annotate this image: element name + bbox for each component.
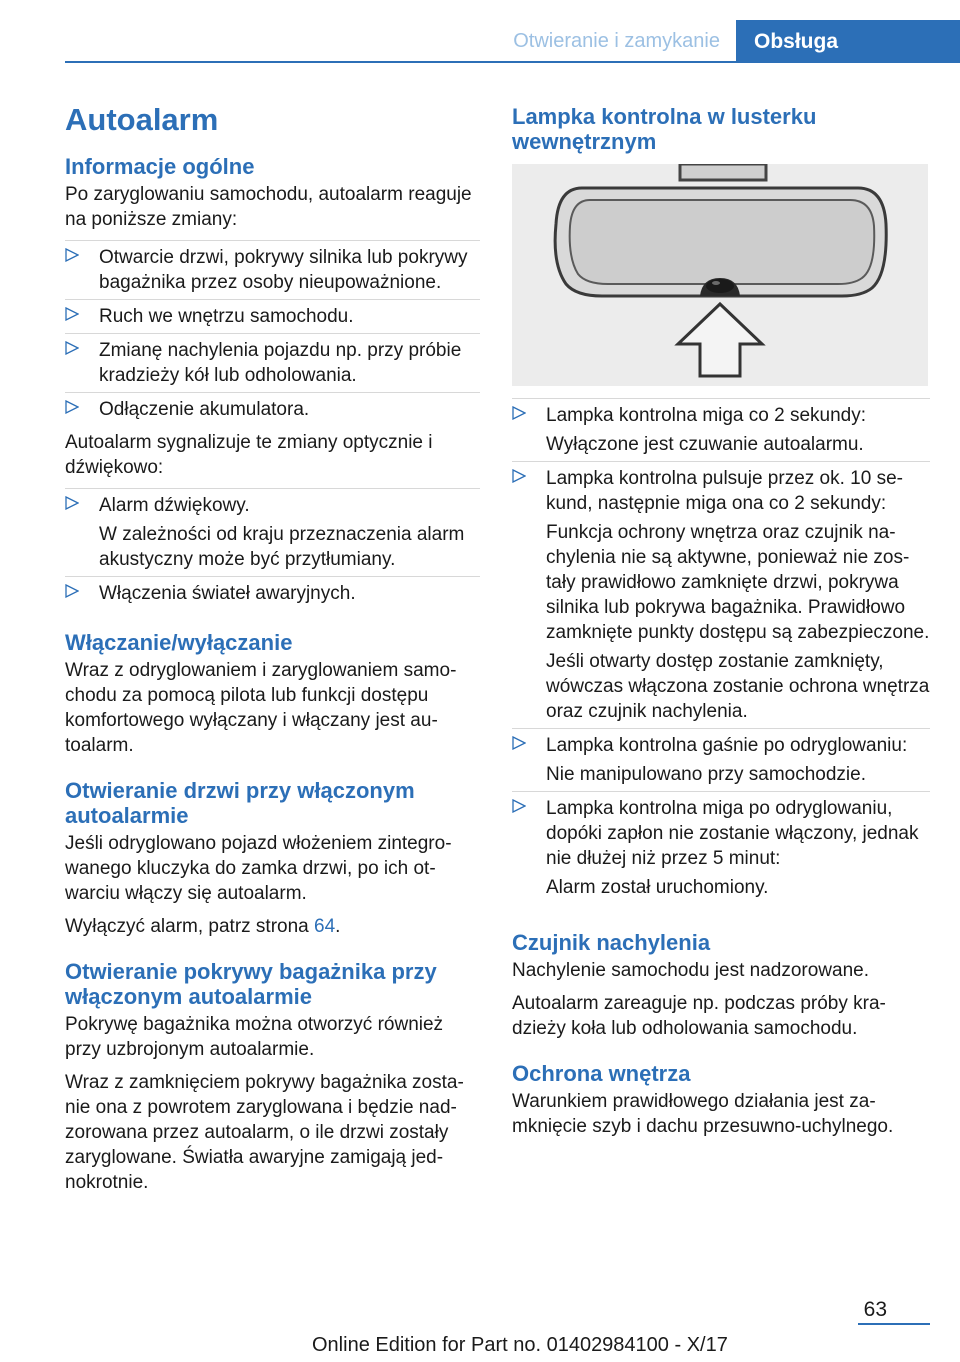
paragraph-disable-alarm: Wyłączyć alarm, patrz strona 64. [65, 916, 341, 937]
triangle-bullet-icon [65, 341, 79, 355]
paragraph-trunk-armed: Pokrywę bagażnika można otworzyć również przy uzbrojonym autoalarmie. [65, 1014, 444, 1060]
chapter-tab: Obsługa [736, 20, 960, 62]
triangle-bullet-icon [65, 496, 79, 510]
footer-divider [858, 1323, 930, 1325]
list-item: Lampka kontrolna miga co 2 sekundy: Wyłączone jest czuwanie autoalarmu. [512, 398, 930, 461]
rearview-mirror-image [512, 164, 928, 386]
paragraph-trunk-closing: Wraz z zamknięciem pokrywy bagażnika zostanie ona z powrotem zaryglowana i będzie nadzorowana przez autoalarm, o ile drzwi zostały zaryglowane. Światła awaryjne zamigają jednokrotnie. [65, 1072, 464, 1193]
heading-general-info: Informacje ogólne [65, 154, 255, 179]
page-number: 63 [863, 1298, 887, 1321]
edition-note: Online Edition for Part no. 01402984100 - X/17 [312, 1334, 728, 1356]
list-item: Odłączenie akumulatora. [65, 392, 480, 426]
triangle-bullet-icon [65, 400, 79, 414]
list-triggers [65, 240, 480, 426]
heading-tilt-sensor: Czujnik nachylenia [512, 930, 711, 955]
list-item: Włączenia świateł awaryjnych. [65, 576, 480, 610]
list-item: Alarm dźwiękowy. W zależności od kraju przeznaczenia alarm akustyczny może być przytłumiany. [65, 488, 480, 576]
paragraph-on-off: Wraz z odryglowaniem i zaryglowaniem samochodu za pomocą pilota lub funkcji dostępu komfortowego wyłączany i włączany jest autoalarm. [65, 660, 457, 756]
paragraph-doors-armed: Jeśli odryglowano pojazd włożeniem zintegrowanego kluczyka do zamka drzwi, po ich otwarciu włączy się autoalarm. [65, 833, 452, 904]
paragraph-tilt-2: Autoalarm zareaguje np. podczas próby kradzieży koła lub odholowania samochodu. [512, 993, 886, 1039]
list-signals [65, 488, 480, 610]
mirror-illustration [512, 164, 928, 386]
paragraph-signals: Autoalarm sygnalizuje te zmiany optycznie i dźwiękowo: [65, 432, 433, 478]
paragraph-intro: Po zaryglowaniu samochodu, autoalarm reaguje na poniższe zmiany: [65, 184, 472, 230]
left-column [65, 100, 480, 1203]
section-title: Otwieranie i zamykanie [513, 30, 720, 52]
list-item: Lampka kontrolna pulsuje przez ok. 10 sekund, następnie miga ona co 2 sekundy: Funkcja ochrony wnętrza oraz czujnik nachylenia nie są aktywne, ponieważ nie zostały prawidłowo zamknięte drzwi, pokrywa silnika lub pokrywa bagażnika. Prawidłowo zamknięte punkty dostępu są zabezpieczone. Jeśli otwarty dostęp zostanie zamknięty, wówczas włączona zostanie ochrona wnętrza oraz czujnik nachylenia. [512, 461, 930, 728]
page-footer [0, 1292, 960, 1362]
page-title: Autoalarm [65, 102, 219, 137]
triangle-bullet-icon [65, 248, 79, 262]
right-column [512, 100, 930, 1147]
triangle-bullet-icon [65, 584, 79, 598]
triangle-bullet-icon [512, 406, 526, 420]
triangle-bullet-icon [512, 469, 526, 483]
paragraph-interior: Warunkiem prawidłowego działania jest zamknięcie szyb i dachu przesuwno-uchylnego. [512, 1091, 894, 1137]
heading-trunk-armed: Otwieranie pokrywy bagażnika przy włączonym autoalarmie [65, 959, 437, 1009]
page-header [65, 0, 960, 62]
list-item: Otwarcie drzwi, pokrywy silnika lub pokrywy bagażnika przez osoby nieupoważnione. [65, 240, 480, 299]
heading-on-off: Włączanie/wyłączanie [65, 630, 293, 655]
heading-doors-armed: Otwieranie drzwi przy włączonym autoalarmie [65, 778, 415, 828]
list-item: Ruch we wnętrzu samochodu. [65, 299, 480, 333]
list-item: Zmianę nachylenia pojazdu np. przy próbie kradzieży kół lub odholowania. [65, 333, 480, 392]
list-item: Lampka kontrolna miga po odryglowaniu, dopóki zapłon nie zostanie włączony, jednak nie dłużej niż przez 5 minut: Alarm został uruchomiony. [512, 791, 930, 904]
paragraph-tilt-1: Nachylenie samochodu jest nadzorowane. [512, 960, 869, 981]
header-divider [65, 61, 960, 63]
triangle-bullet-icon [65, 307, 79, 321]
list-item: Lampka kontrolna gaśnie po odryglowaniu: Nie manipulowano przy samochodzie. [512, 728, 930, 791]
page-reference-link[interactable]: 64 [314, 916, 336, 937]
heading-indicator-lamp: Lampka kontrolna w lusterku wewnętrznym [512, 104, 817, 154]
list-lamp-states [512, 398, 930, 904]
triangle-bullet-icon [512, 736, 526, 750]
triangle-bullet-icon [512, 799, 526, 813]
heading-interior-protection: Ochrona wnętrza [512, 1061, 691, 1086]
